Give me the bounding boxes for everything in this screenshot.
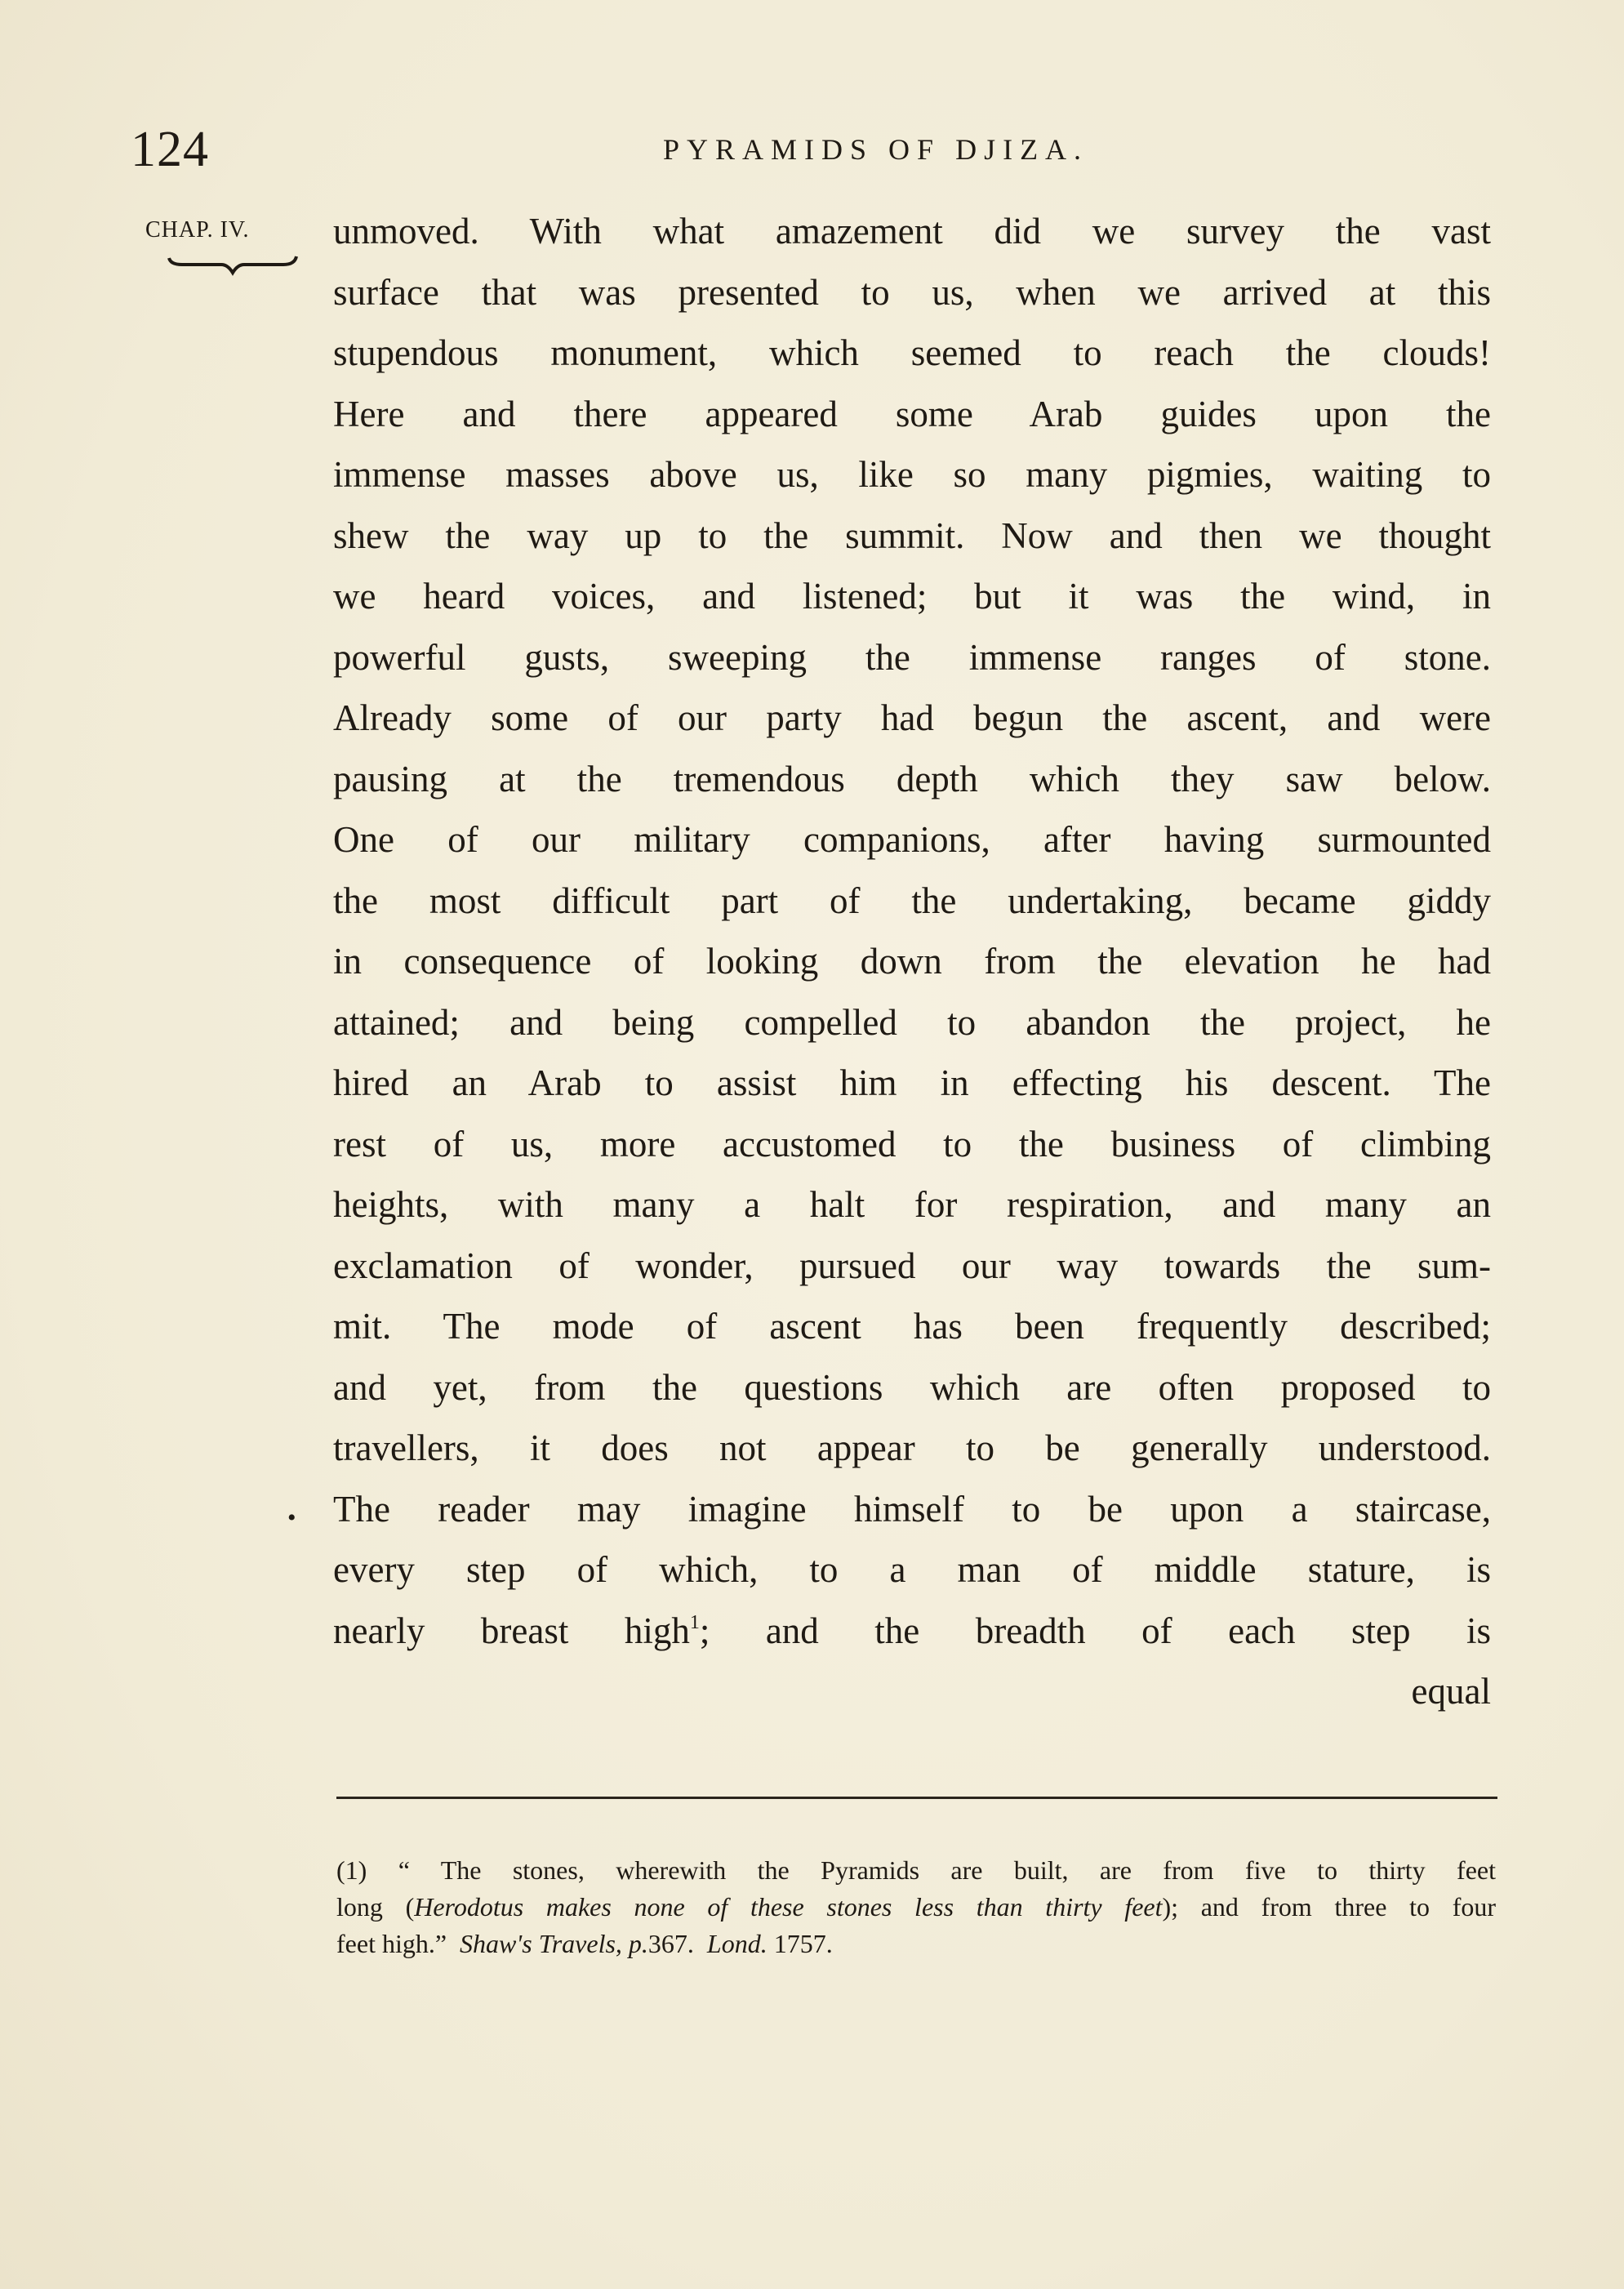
text-line: The reader may imagine himself to be upon a staircase, (333, 1488, 1491, 1530)
chapter-label: CHAP. IV. (145, 217, 250, 243)
text-line: every step of which, to a man of middle stature, is (333, 1549, 1491, 1590)
text-line: immense masses above us, like so many pigmies, waiting to (333, 454, 1491, 495)
text-line: the most difficult part of the undertaking, became giddy (333, 880, 1491, 921)
text-line: heights, with many a halt for respiration, and many an (333, 1184, 1491, 1225)
text-line: One of our military companions, after having surmounted (333, 819, 1491, 860)
text-line: unmoved. With what amazement did we survey the vast (333, 211, 1491, 252)
text-line: and yet, from the questions which are often proposed to (333, 1366, 1491, 1408)
text-line: stupendous monument, which seemed to reach the clouds! (333, 332, 1491, 373)
footnote-marker: (1) (336, 1855, 367, 1885)
footnote-text: long ( (336, 1892, 415, 1922)
catchword: equal (1411, 1671, 1491, 1712)
text-segment: ; and the breadth of each step is (699, 1610, 1491, 1651)
footnote-italic-text: Herodotus makes none of these stones less than thirty feet (414, 1892, 1163, 1922)
text-line: we heard voices, and listened; but it was the wind, in (333, 576, 1491, 617)
text-line: travellers, it does not appear to be generally understood. (333, 1427, 1491, 1468)
footnote-divider (336, 1797, 1497, 1799)
text-line: hired an Arab to assist him in effecting his descent. The (333, 1062, 1491, 1103)
text-segment: nearly breast high (333, 1610, 690, 1651)
footnote-source: Shaw's Travels, p. (460, 1929, 648, 1958)
chapter-brace-ornament (167, 253, 298, 286)
footnote-page: 367. (647, 1929, 694, 1958)
text-line: powerful gusts, sweeping the immense ranges of stone. (333, 636, 1491, 678)
footnote-reference[interactable]: 1 (689, 1611, 700, 1633)
text-line: surface that was presented to us, when we arrived at this (333, 271, 1491, 313)
text-line: rest of us, more accustomed to the business of climbing (333, 1123, 1491, 1165)
footnote-text: “ The stones, wherewith the Pyramids are built, are from five to thirty feet (398, 1855, 1497, 1885)
text-line-with-note (333, 1601, 1491, 1662)
text-line: pausing at the tremendous depth which they saw below. (333, 758, 1491, 799)
text-line: shew the way up to the summit. Now and then we thought (333, 514, 1491, 556)
footnote-text: feet high.” (336, 1929, 447, 1958)
footnote-line (336, 1889, 1496, 1926)
page-number: 124 (131, 122, 209, 177)
footnote-text: ); and from three to four (1162, 1892, 1497, 1922)
text-line: exclamation of wonder, pursued our way towards the sum- (333, 1245, 1491, 1286)
running-head: PYRAMIDS OF DJIZA. (663, 133, 1089, 166)
footnote (336, 1852, 1496, 1962)
body-text (333, 201, 1491, 1722)
footnote-line (336, 1852, 1496, 1889)
text-line: Here and there appeared some Arab guides upon the (333, 393, 1491, 434)
margin-marker: • (287, 1504, 296, 1531)
footnote-line (336, 1926, 1496, 1962)
footnote-place: Lond. (706, 1929, 768, 1958)
text-line: in consequence of looking down from the elevation he had (333, 941, 1491, 982)
footnote-year: 1757. (773, 1929, 833, 1958)
text-line: attained; and being compelled to abandon the project, he (333, 1001, 1491, 1043)
text-line: mit. The mode of ascent has been frequently described; (333, 1306, 1491, 1347)
text-line: Already some of our party had begun the ascent, and were (333, 697, 1491, 738)
